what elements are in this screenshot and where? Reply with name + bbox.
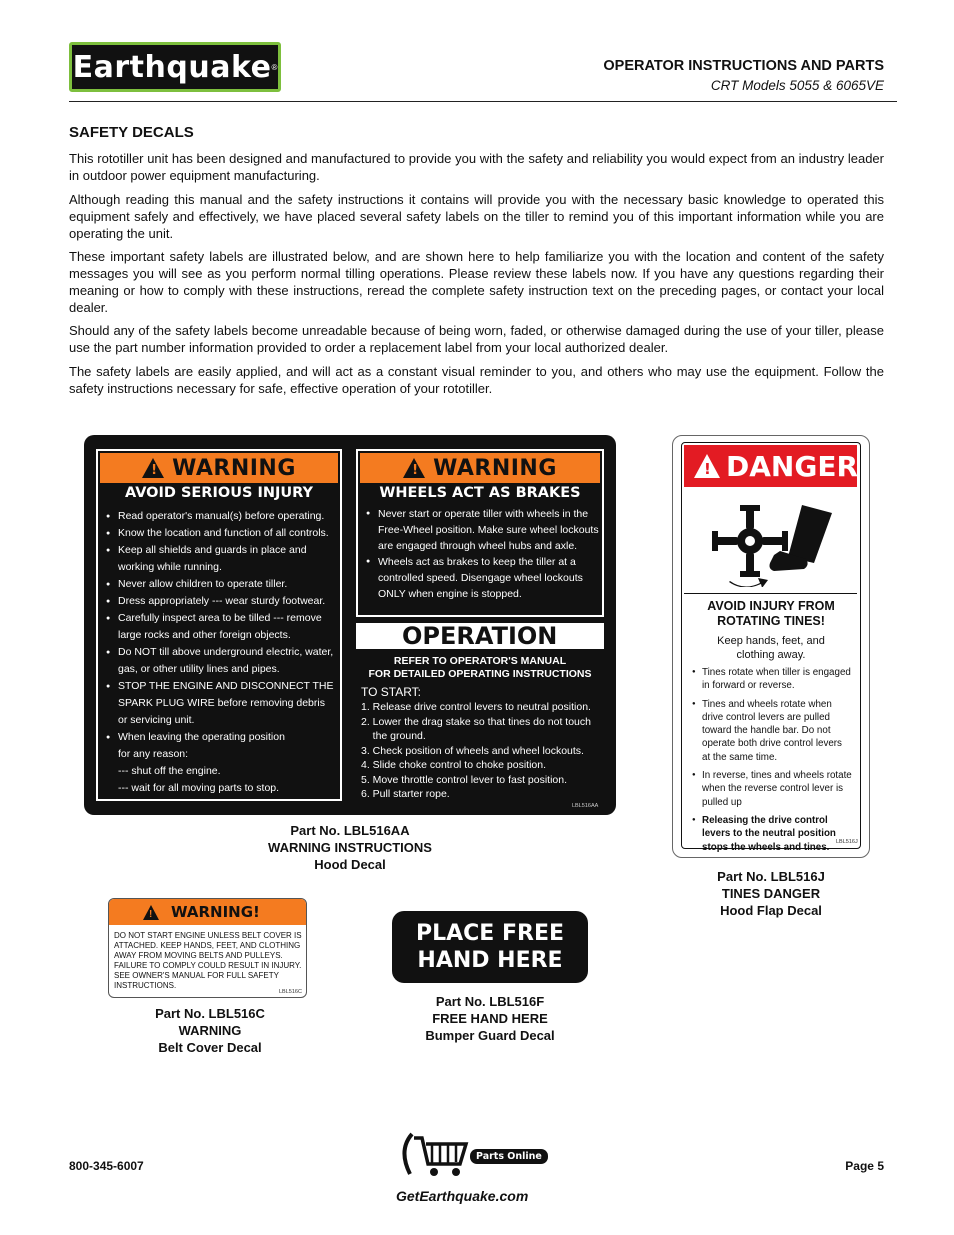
start-step: 3. Check position of wheels and wheel lockouts. [361, 744, 584, 757]
caption-location: Hood Decal [314, 857, 386, 872]
caption-lbl516f [392, 993, 588, 1044]
paragraph-4: Should any of the safety labels become unreadable because of being worn, faded, or otherwise damaged during the use of your tiller, please use the part number information provided to order a replacement label from your local authorized dealer. [69, 323, 884, 355]
start-step: 4. Slide choke control to choke position. [361, 759, 547, 771]
danger-frame [681, 442, 861, 853]
danger-triangle-icon: ! [694, 454, 720, 478]
danger-item: ● Tines rotate when tiller is engaged in forward or reverse. [692, 666, 852, 693]
caption-lbl516aa [220, 822, 480, 873]
decal-lbl516c [108, 898, 307, 998]
start-steps [361, 700, 606, 802]
start-step: 5. Move throttle control lever to fast position. [361, 773, 568, 786]
list-item: ONLY when engine is stopped. [378, 588, 522, 600]
danger-label: DANGER [726, 449, 859, 483]
caption-type: WARNING INSTRUCTIONS [268, 840, 432, 855]
paragraph-2: Although reading this manual and the safety instructions it contains will provide you with the necessary basic knowledge to operated this equipment safely and effectively, we have placed several safety labels on the tiller to remind you of this important information while you are operating the unit. [69, 192, 884, 241]
belt-code: LBL516C [279, 989, 302, 995]
list-item: gas, or other utility lines and pipes. [118, 663, 280, 675]
list-item: ● Never allow children to operate tiller. [106, 576, 338, 593]
avoid-injury-panel [96, 449, 342, 801]
avoid-injury-heading: AVOID SERIOUS INJURY [124, 485, 314, 501]
warning-triangle-icon: ! [403, 458, 425, 478]
start-step: 2. Lower the drag stake so that tines do not touch [361, 715, 591, 728]
list-item: --- wait for all moving parts to stop. [118, 782, 280, 794]
caption-lbl516j [672, 868, 870, 919]
paragraph-1: This rototiller unit has been designed and manufactured to provide you with the safety and reliability you would expect from an industry leader in outdoor power equipment manufacturing. [69, 151, 884, 183]
danger-list [692, 666, 852, 859]
list-item: ● Carefully inspect area to be tilled --- remove [106, 610, 338, 627]
danger-sub-2: clothing away. [736, 649, 806, 661]
decal-lbl516j [672, 435, 870, 858]
warning-bar [100, 453, 338, 483]
caption-type: TINES DANGER [721, 886, 821, 901]
list-item: ● Dress appropriately --- wear sturdy footwear. [106, 593, 338, 610]
list-item: or servicing unit. [118, 714, 195, 726]
refer-line-2: FOR DETAILED OPERATING INSTRUCTIONS [368, 668, 592, 680]
avoid-injury-list [106, 508, 338, 797]
list-item: ● Know the location and function of all controls. [106, 525, 338, 542]
refer-line-1: REFER TO OPERATOR'S MANUAL [393, 655, 567, 667]
footer-phone: 800-345-6007 [69, 1159, 144, 1173]
rotating-tines-hand-icon [710, 499, 840, 587]
section-title: SAFETY DECALS [69, 124, 194, 141]
danger-item: ● Tines and wheels rotate when drive control levers are pulled toward the handle bar. Do not operate both drive control levers at the same time. [692, 698, 852, 764]
warning-label: WARNING [172, 455, 296, 481]
caption-part-no: Part No. LBL516C [155, 1006, 265, 1021]
list-item: ● Keep all shields and guards in place and [106, 542, 338, 559]
warning-triangle-icon: ! [143, 905, 159, 920]
danger-divider [684, 593, 857, 594]
danger-sub-1: Keep hands, feet, and [717, 635, 825, 647]
caption-location: Hood Flap Decal [720, 903, 822, 918]
header-subtitle: CRT Models 5055 & 6065VE [710, 78, 884, 93]
page-number: Page 5 [845, 1159, 884, 1173]
caption-part-no: Part No. LBL516F [435, 994, 545, 1009]
logo-text: Earthquake [72, 49, 272, 85]
caption-type: FREE HAND HERE [432, 1011, 548, 1026]
to-start-label: TO START: [361, 685, 422, 699]
caption-location: Bumper Guard Decal [425, 1028, 555, 1043]
caption-type: WARNING [178, 1023, 242, 1038]
list-item: ● Read operator's manual(s) before operating. [106, 508, 338, 525]
list-item: ● STOP THE ENGINE AND DISCONNECT THE [106, 678, 338, 695]
list-item: large rocks and other foreign objects. [118, 629, 291, 641]
decal-lbl516f [392, 911, 588, 983]
free-hand-line-1: PLACE FREE [415, 921, 565, 946]
caption-location: Belt Cover Decal [158, 1040, 262, 1055]
belt-warning-label: WARNING! [171, 903, 260, 921]
danger-heading-2: ROTATING TINES! [717, 614, 825, 628]
caption-lbl516c [108, 1005, 312, 1056]
list-item: Free-Wheel position. Make sure wheel lockouts [378, 524, 599, 536]
warning-bar-2 [360, 453, 600, 483]
list-item: ● Do NOT till above underground electric, water, [106, 644, 338, 661]
belt-warning-text: DO NOT START ENGINE UNLESS BELT COVER IS ATTACHED. KEEP HANDS, FEET, AND CLOTHING AWAY FROM MOVING BELTS AND PULLEYS. FAILURE TO COMPLY COULD RESULT IN INJURY. SEE OWNER'S MANUAL FOR FULL SAFETY INSTRUCTIONS. [114, 931, 302, 990]
danger-item: ● Releasing the drive control levers to the neutral position stops the wheels and tines. [692, 814, 852, 854]
list-item: controlled speed. Disengage wheel lockouts [378, 572, 583, 584]
list-item: ● Wheels act as brakes to keep the tiller at a [366, 554, 600, 570]
paragraph-5: The safety labels are easily applied, and will act as a constant visual reminder to you, and others who may use the equipment. Follow the safety instructions necessary for safe, effective operation of your rototiller. [69, 364, 884, 396]
list-item: are engaged through wheel hubs and axle. [378, 540, 578, 552]
wheels-brakes-list [366, 506, 600, 602]
list-item: for any reason: [118, 748, 189, 760]
earthquake-logo: Earthquake ® [69, 42, 281, 92]
danger-item: ● In reverse, tines and wheels rotate when the reverse control lever is pulled up [692, 769, 852, 809]
list-item: SPARK PLUG WIRE before removing debris [118, 697, 325, 709]
danger-code: LBL516J [836, 839, 858, 845]
paragraph-3: These important safety labels are illustrated below, and are shown here to help familiarize you with the location and content of the safety messages you will see as you perform normal tilling operations. Please review these labels now. If you have any questions regarding their meaning or how to comply with these instructions, reread the complete safety instruction text on the preceding pages, or contact your local dealer. [69, 249, 884, 315]
wheels-brakes-panel [356, 449, 604, 617]
danger-bar [684, 445, 857, 487]
header-title: OPERATOR INSTRUCTIONS AND PARTS [603, 58, 884, 74]
shopping-cart-icon [398, 1128, 478, 1180]
list-item: ● When leaving the operating position [106, 729, 338, 746]
danger-heading-1: AVOID INJURY FROM [707, 599, 835, 613]
decal-lbl516aa [84, 435, 616, 815]
list-item: --- shut off the engine. [118, 765, 221, 777]
warning-label-2: WARNING [433, 455, 557, 481]
free-hand-line-2: HAND HERE [417, 948, 563, 973]
operation-title: OPERATION [356, 623, 604, 649]
website-link[interactable]: GetEarthquake.com [396, 1188, 529, 1204]
start-step: 6. Pull starter rope. [361, 788, 450, 800]
decal-code: LBL516AA [572, 803, 599, 809]
list-item: ● Never start or operate tiller with wheels in the [366, 506, 600, 522]
list-item: working while running. [118, 561, 222, 573]
caption-part-no: Part No. LBL516AA [290, 823, 410, 838]
belt-warning-bar [109, 899, 306, 925]
start-step: 1. Release drive control levers to neutral position. [361, 701, 591, 713]
caption-part-no: Part No. LBL516J [717, 869, 825, 884]
refer-manual-text [350, 655, 610, 681]
start-step: the ground. [361, 730, 426, 742]
parts-online-badge: Parts Online [470, 1149, 548, 1164]
warning-triangle-icon: ! [142, 458, 164, 478]
header-divider [69, 101, 897, 102]
wheels-brakes-heading: WHEELS ACT AS BRAKES [379, 485, 581, 501]
